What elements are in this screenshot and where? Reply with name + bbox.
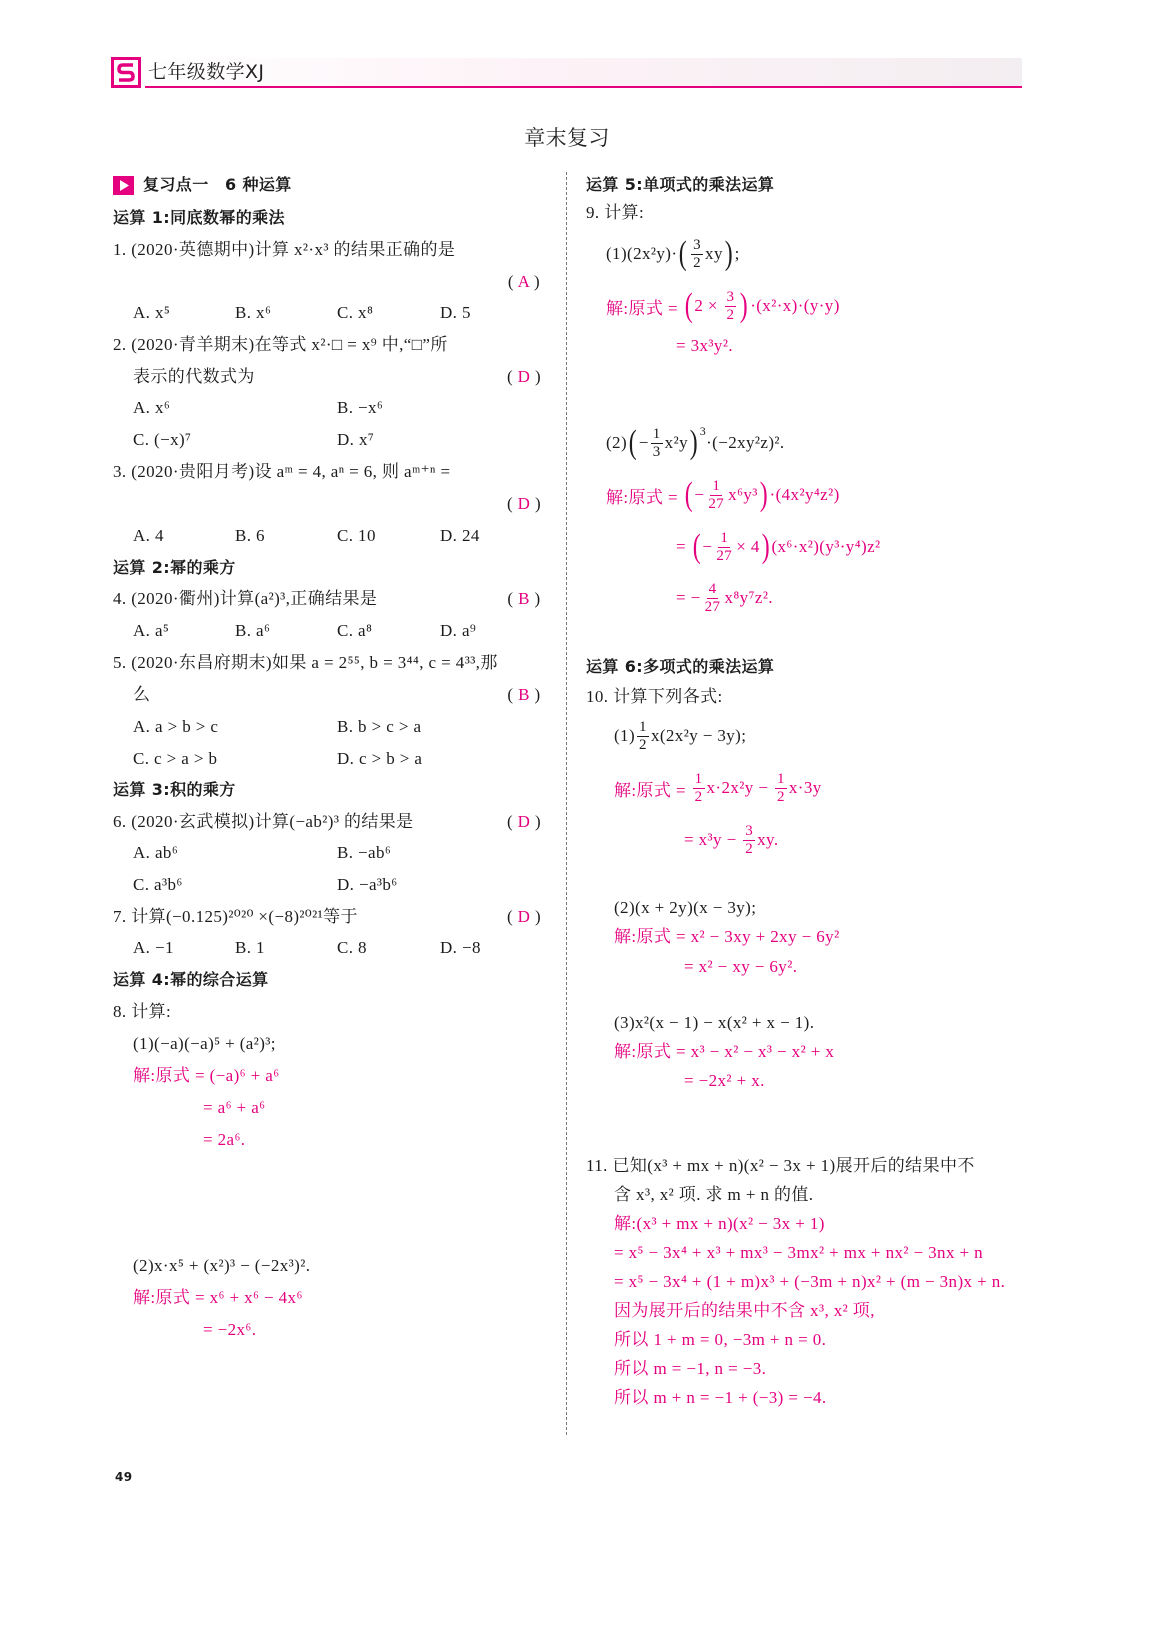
solution-line: 解:原式 = (−a)⁶ + a⁶: [133, 1066, 280, 1085]
question-5-stem: 5. (2020·东昌府期末)如果 a = 2⁵⁵, b = 3⁴⁴, c = 4³³,那: [113, 653, 498, 672]
question-2-stem-cont: 表示的代数式为: [133, 367, 255, 386]
fraction-numerator: 1: [720, 529, 729, 546]
solution-line: [614, 768, 822, 808]
option-d: D. −a³b⁶: [337, 875, 398, 894]
fraction: [714, 530, 734, 565]
exponent: 3: [699, 424, 707, 438]
solution-line: [606, 286, 840, 326]
fraction-numerator: 1: [694, 770, 703, 787]
solution-line: = 2a⁶.: [203, 1130, 246, 1149]
answer-letter: A: [517, 272, 530, 291]
topic-heading-5: 运算 5:单项式的乘法运算: [586, 175, 775, 194]
option-a: A. x⁵: [133, 303, 171, 322]
math-text: ·(−2xy²z)².: [706, 433, 785, 452]
question-10-part-2: (2)(x + 2y)(x − 3y);: [614, 898, 757, 917]
solution-line: 所以 m = −1, n = −3.: [614, 1359, 767, 1378]
option-c: C. c > a > b: [133, 749, 218, 768]
solution-line: 所以 m + n = −1 + (−3) = −4.: [614, 1388, 827, 1407]
answer-bracket: [500, 365, 548, 389]
option-b: B. a⁶: [235, 621, 271, 640]
answer-bracket: [500, 905, 548, 929]
fraction-denominator: 2: [745, 840, 754, 857]
solution-line: = a⁶ + a⁶: [203, 1098, 266, 1117]
option-b: B. −x⁶: [337, 398, 384, 417]
option-c: C. 10: [337, 526, 376, 545]
solution-line: [684, 820, 779, 860]
math-text: ·(4x²y⁴z²): [769, 485, 840, 504]
answer-bracket: [500, 683, 548, 707]
large-parenthesis: (: [692, 528, 701, 565]
solution-line: [676, 527, 881, 567]
topic-heading-6: 运算 6:多项式的乘法运算: [586, 657, 775, 676]
option-b: B. b > c > a: [337, 717, 422, 736]
fraction: [775, 771, 787, 806]
math-text: 解:原式 =: [614, 780, 691, 800]
large-parenthesis: (: [684, 476, 693, 513]
page-number: 49: [115, 1470, 133, 1484]
topic-heading-2: 运算 2:幂的乘方: [113, 558, 236, 577]
math-text: −: [638, 433, 649, 452]
fraction-numerator: 3: [745, 822, 754, 839]
large-parenthesis: ): [759, 476, 768, 513]
solution-line: [676, 578, 773, 618]
header-rule: [145, 86, 1022, 88]
play-icon: [113, 176, 134, 195]
math-text: (1): [614, 726, 636, 745]
option-b: B. 1: [235, 938, 265, 957]
math-text: x²y: [664, 433, 688, 452]
question-8-part-2: (2)x·x⁵ + (x²)³ − (−2x³)².: [133, 1256, 311, 1275]
topic-heading-1: 运算 1:同底数幂的乘法: [113, 208, 285, 227]
fraction-numerator: 1: [776, 770, 785, 787]
solution-line: 解:原式 = x³ − x² − x³ − x² + x: [614, 1042, 835, 1061]
question-11-stem: 11. 已知(x³ + mx + n)(x² − 3x + 1)展开后的结果中不: [586, 1156, 975, 1175]
question-3-stem: 3. (2020·贵阳月考)设 aᵐ = 4, aⁿ = 6, 则 aᵐ⁺ⁿ =: [113, 462, 451, 481]
option-d: D. a⁹: [440, 621, 477, 640]
fraction-denominator: 27: [704, 598, 721, 615]
fraction-denominator: 27: [716, 547, 733, 564]
answer-bracket: [500, 587, 548, 611]
option-a: A. a⁵: [133, 621, 170, 640]
fraction-denominator: 3: [652, 443, 661, 460]
math-text: 2 ×: [694, 296, 723, 315]
answer-letter: B: [518, 685, 530, 704]
math-text: x·2x²y −: [706, 778, 773, 797]
math-text: (x⁶·x²)(y³·y⁴)z²: [771, 537, 881, 556]
question-9-stem: 9. 计算:: [586, 203, 645, 222]
option-c: C. 8: [337, 938, 367, 957]
answer-bracket: [500, 270, 548, 294]
fraction-numerator: 3: [726, 288, 735, 305]
question-10-part-3: (3)x²(x − 1) − x(x² + x − 1).: [614, 1013, 815, 1032]
fraction: [706, 478, 726, 513]
fraction-denominator: 2: [693, 254, 702, 271]
solution-line: 解:(x³ + mx + n)(x² − 3x + 1): [614, 1214, 825, 1233]
large-parenthesis: (: [679, 235, 688, 272]
question-10-stem: 10. 计算下列各式:: [586, 687, 723, 706]
math-text: (2): [606, 433, 628, 452]
question-2-stem: 2. (2020·青羊期末)在等式 x²·□ = x⁹ 中,“□”所: [113, 335, 448, 354]
math-text: −: [702, 537, 713, 556]
option-c: C. x⁸: [337, 303, 374, 322]
header-band: [145, 58, 1022, 86]
solution-line: = x² − xy − 6y².: [684, 957, 798, 976]
math-text: xy.: [757, 830, 779, 849]
option-a: A. a > b > c: [133, 717, 219, 736]
fraction: [651, 426, 663, 461]
option-a: A. x⁶: [133, 398, 171, 417]
solution-line: 因为展开后的结果中不含 x³, x² 项,: [614, 1301, 875, 1320]
solution-line: 所以 1 + m = 0, −3m + n = 0.: [614, 1330, 827, 1349]
answer-letter: D: [517, 367, 531, 386]
math-text: ·(x²·x)·(y·y): [750, 296, 840, 315]
fraction-denominator: 2: [726, 306, 735, 323]
question-1-stem: 1. (2020·英德期中)计算 x²·x³ 的结果正确的是: [113, 240, 456, 259]
question-11-stem-cont: 含 x³, x² 项. 求 m + n 的值.: [614, 1185, 814, 1204]
answer-bracket: [500, 492, 548, 516]
fraction-numerator: 1: [639, 718, 647, 735]
large-parenthesis: ): [740, 287, 749, 324]
fraction: [691, 237, 703, 272]
fraction-numerator: 3: [693, 236, 702, 253]
option-a: A. 4: [133, 526, 164, 545]
solution-line: = x⁵ − 3x⁴ + (1 + m)x³ + (−3m + n)x² + (m − 3n)x + n.: [614, 1272, 1006, 1291]
math-text: = −: [676, 588, 701, 607]
fraction: [703, 581, 723, 616]
question-10-part-1: [614, 716, 746, 756]
section-title: 复习点一 6 种运算: [143, 175, 292, 194]
math-text: 解:原式 =: [606, 298, 683, 318]
question-9-part-1: [606, 234, 740, 274]
large-parenthesis: ): [724, 235, 733, 272]
option-d: D. −8: [440, 938, 481, 957]
solution-line: 解:原式 = x⁶ + x⁶ − 4x⁶: [133, 1288, 303, 1307]
solution-line: 解:原式 = x² − 3xy + 2xy − 6y²: [614, 927, 840, 946]
math-text: ;: [734, 244, 740, 263]
question-8-part-1: (1)(−a)(−a)⁵ + (a²)³;: [133, 1034, 276, 1053]
math-text: (1)(2x²y)·: [606, 244, 678, 263]
option-c: C. a³b⁶: [133, 875, 183, 894]
option-d: D. 5: [440, 303, 471, 322]
fraction-denominator: 27: [708, 495, 725, 512]
question-4-stem: 4. (2020·衢州)计算(a²)³,正确结果是: [113, 589, 378, 608]
fraction-numerator: 1: [652, 425, 661, 442]
large-parenthesis: ): [761, 528, 770, 565]
math-text: x⁶y³: [728, 485, 758, 504]
math-text: × 4: [736, 537, 760, 556]
s-logo-icon: [111, 57, 141, 88]
topic-heading-3: 运算 3:积的乘方: [113, 780, 236, 799]
math-text: −: [694, 485, 705, 504]
answer-letter: D: [517, 494, 531, 513]
large-parenthesis: (: [628, 424, 638, 461]
fraction-denominator: 2: [776, 788, 785, 805]
option-d: D. c > b > a: [337, 749, 423, 768]
topic-heading-4: 运算 4:幂的综合运算: [113, 970, 269, 989]
answer-letter: B: [518, 589, 530, 608]
option-b: B. 6: [235, 526, 265, 545]
math-text: =: [676, 537, 691, 556]
option-d: D. 24: [440, 526, 480, 545]
math-text: xy: [705, 244, 723, 263]
column-divider: [566, 172, 567, 1435]
fraction: [725, 289, 737, 324]
answer-letter: D: [517, 812, 531, 831]
page-title: 章末复习: [524, 126, 610, 150]
solution-line: = 3x³y².: [676, 336, 733, 355]
option-c: C. (−x)⁷: [133, 430, 192, 449]
fraction-denominator: 2: [639, 736, 647, 753]
answer-bracket: [500, 810, 548, 834]
large-parenthesis: ): [689, 424, 698, 461]
solution-line: [606, 475, 840, 515]
question-5-stem-cont: 么: [133, 685, 151, 704]
fraction: [743, 823, 755, 858]
fraction-numerator: 4: [708, 580, 717, 597]
option-a: A. −1: [133, 938, 174, 957]
book-title: 七年级数学XJ: [148, 61, 265, 83]
answer-letter: D: [517, 907, 531, 926]
math-text: = x³y −: [684, 830, 742, 849]
option-d: D. x⁷: [337, 430, 375, 449]
question-7-stem: 7. 计算(−0.125)²⁰²⁰ ×(−8)²⁰²¹等于: [113, 907, 358, 926]
option-b: B. −ab⁶: [337, 843, 392, 862]
math-text: 解:原式 =: [606, 487, 683, 507]
math-text: x·3y: [788, 778, 822, 797]
large-parenthesis: (: [684, 287, 693, 324]
solution-line: = −2x² + x.: [684, 1071, 765, 1090]
solution-line: = x⁵ − 3x⁴ + x³ + mx³ − 3mx² + mx + nx² − 3nx + n: [614, 1243, 984, 1262]
math-text: x⁸y⁷z².: [724, 588, 773, 607]
option-b: B. x⁶: [235, 303, 272, 322]
fraction-denominator: 2: [694, 788, 703, 805]
question-6-stem: 6. (2020·玄武模拟)计算(−ab²)³ 的结果是: [113, 812, 414, 831]
solution-line: = −2x⁶.: [203, 1320, 257, 1339]
fraction: [693, 771, 705, 806]
option-c: C. a⁸: [337, 621, 373, 640]
option-a: A. ab⁶: [133, 843, 179, 862]
math-text: x(2x²y − 3y);: [650, 726, 747, 745]
question-9-part-2: [606, 423, 785, 463]
fraction-numerator: 1: [712, 477, 721, 494]
fraction: [637, 719, 649, 754]
question-8-stem: 8. 计算:: [113, 1002, 172, 1021]
